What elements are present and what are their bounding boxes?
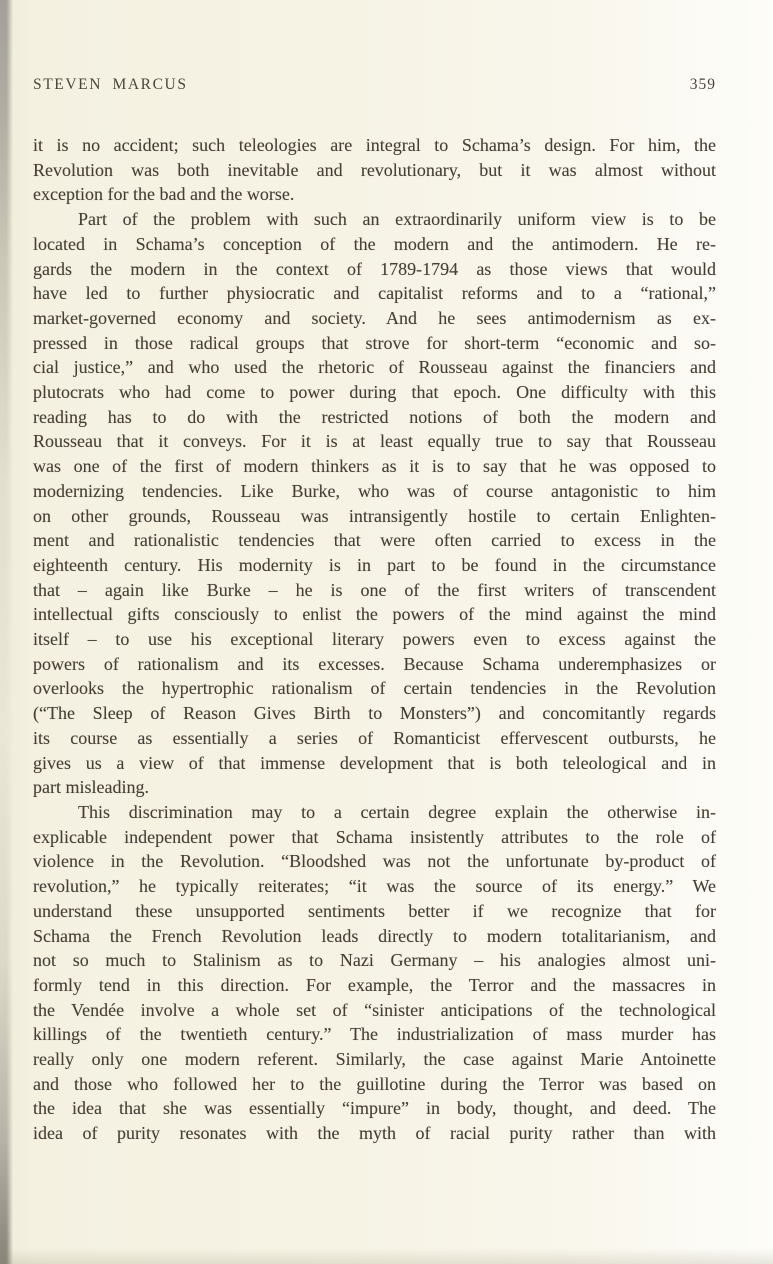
text-line: the Vendée involve a whole set of “sinister anticipations of the technological bbox=[33, 999, 716, 1020]
text-line: explicable independent power that Schama insistently attributes to the role of bbox=[33, 826, 716, 847]
text-line: understand these unsupported sentiments better if we recognize that for bbox=[33, 900, 716, 921]
text-line: the idea that she was essentially “impure” in body, thought, and deed. The bbox=[33, 1098, 716, 1119]
text-line: its course as essentially a series of Romanticist effervescent outbursts, he bbox=[33, 727, 716, 748]
page-number: 359 bbox=[689, 76, 716, 93]
running-head bbox=[33, 76, 716, 94]
text-line: market-governed economy and society. And he sees antimodernism as ex- bbox=[33, 307, 716, 328]
text-line: Part of the problem with such an extraordinarily uniform view is to be bbox=[78, 209, 716, 230]
text-line: not so much to Stalinism as to Nazi Germany – his analogies almost uni- bbox=[33, 950, 716, 971]
paragraph bbox=[33, 133, 716, 207]
text-body bbox=[33, 133, 716, 1146]
paragraph bbox=[33, 800, 716, 1146]
text-line: it is no accident; such teleologies are integral to Schama’s design. For him, the bbox=[33, 135, 716, 155]
text-line: itself – to use his exceptional literary powers even to excess against the bbox=[33, 629, 716, 650]
text-line: part misleading. bbox=[33, 777, 149, 798]
text-line: was one of the first of modern thinkers as it is to say that he was opposed to bbox=[33, 456, 716, 477]
page-bottom-shadow bbox=[0, 1248, 773, 1264]
text-line: overlooks the hypertrophic rationalism of certain tendencies in the Revolution bbox=[33, 678, 716, 699]
text-line: idea of purity resonates with the myth of racial purity rather than with bbox=[33, 1123, 716, 1144]
text-line: Schama the French Revolution leads directly to modern totalitarianism, and bbox=[33, 925, 716, 946]
text-line: exception for the bad and the worse. bbox=[33, 184, 295, 205]
text-line: eighteenth century. His modernity is in part to be found in the circumstance bbox=[33, 554, 716, 575]
book-gutter-edge bbox=[0, 0, 13, 1264]
text-line: intellectual gifts consciously to enlist the powers of the mind against the mind bbox=[33, 604, 716, 625]
text-line: This discrimination may to a certain degree explain the otherwise in- bbox=[78, 801, 716, 822]
text-line: that – again like Burke – he is one of the first writers of transcendent bbox=[33, 579, 716, 600]
text-line: powers of rationalism and its excesses. Because Schama underemphasizes or bbox=[33, 653, 716, 674]
text-line: Revolution was both inevitable and revolutionary, but it was almost without bbox=[33, 159, 716, 180]
text-line: (“The Sleep of Reason Gives Birth to Monsters”) and concomitantly regards bbox=[33, 703, 716, 724]
text-line: violence in the Revolution. “Bloodshed was not the unfortunate by-product of bbox=[33, 851, 716, 872]
text-line: killings of the twentieth century.” The industrialization of mass murder has bbox=[33, 1024, 716, 1045]
text-line: Rousseau that it conveys. For it is at least equally true to say that Rousseau bbox=[33, 431, 716, 452]
text-line: revolution,” he typically reiterates; “it was the source of its energy.” We bbox=[33, 876, 716, 897]
text-line: modernizing tendencies. Like Burke, who was of course antagonistic to him bbox=[33, 480, 716, 501]
text-line: and those who followed her to the guillotine during the Terror was based on bbox=[33, 1073, 716, 1094]
running-head-author: STEVEN MARCUS bbox=[33, 76, 188, 93]
text-line: gards the modern in the context of 1789-1794 as those views that would bbox=[33, 258, 716, 279]
text-line: ment and rationalistic tendencies that were often carried to excess in the bbox=[33, 530, 716, 551]
text-line: cial justice,” and who used the rhetoric of Rousseau against the financiers and bbox=[33, 357, 716, 378]
text-line: formly tend in this direction. For example, the Terror and the massacres in bbox=[33, 974, 716, 995]
text-line: have led to further physiocratic and capitalist reforms and to a “rational,” bbox=[33, 283, 716, 304]
text-line: really only one modern referent. Similarly, the case against Marie Antoinette bbox=[33, 1049, 716, 1070]
text-line: reading has to do with the restricted notions of both the modern and bbox=[33, 406, 716, 427]
text-line: on other grounds, Rousseau was intransigently hostile to certain Enlighten- bbox=[33, 505, 716, 526]
text-line: pressed in those radical groups that strove for short-term “economic and so- bbox=[33, 332, 716, 353]
text-line: located in Schama’s conception of the modern and the antimodern. He re- bbox=[33, 233, 716, 254]
text-line: plutocrats who had come to power during that epoch. One difficulty with this bbox=[33, 382, 716, 403]
paragraph bbox=[33, 207, 716, 800]
text-line: gives us a view of that immense development that is both teleological and in bbox=[33, 752, 716, 773]
